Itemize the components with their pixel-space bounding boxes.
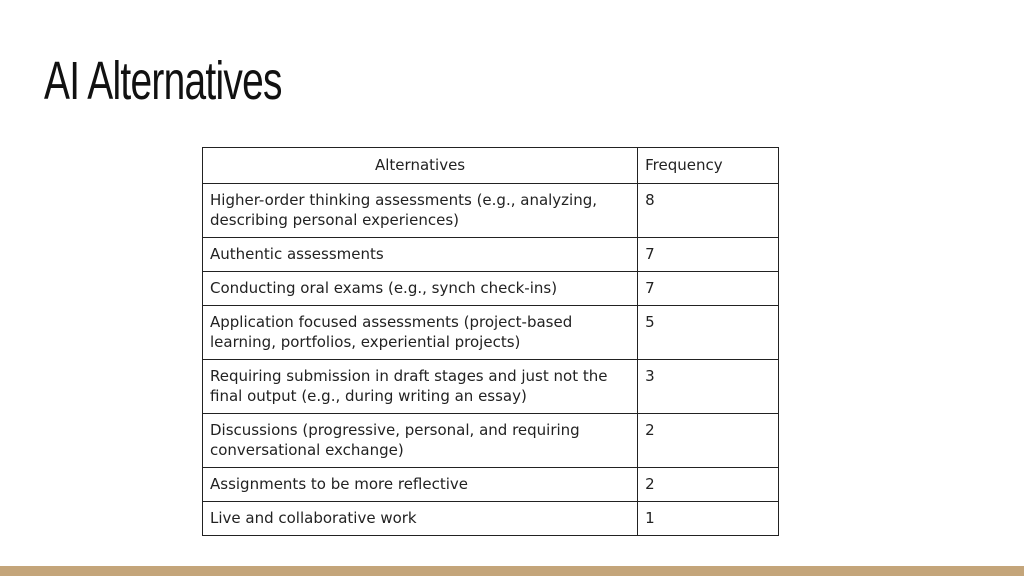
table-row (203, 468, 779, 502)
frequency-cell: 5 (638, 306, 779, 360)
alternative-cell: Conducting oral exams (e.g., synch check-ins) (203, 272, 638, 306)
slide-title: AI Alternatives (44, 51, 282, 111)
table-row (203, 306, 779, 360)
alternative-cell: Discussions (progressive, personal, and requiring conversational exchange) (203, 414, 638, 468)
table-row (203, 272, 779, 306)
table-row (203, 360, 779, 414)
alternative-cell: Requiring submission in draft stages and just not the final output (e.g., during writing an essay) (203, 360, 638, 414)
frequency-cell: 2 (638, 468, 779, 502)
alternative-cell: Application focused assessments (project-based learning, portfolios, experiential projects) (203, 306, 638, 360)
frequency-cell: 8 (638, 184, 779, 238)
table-row (203, 414, 779, 468)
header-frequency: Frequency (638, 148, 779, 184)
alternative-cell: Assignments to be more reflective (203, 468, 638, 502)
header-alternatives: Alternatives (203, 148, 638, 184)
table-row (203, 238, 779, 272)
frequency-cell: 3 (638, 360, 779, 414)
frequency-cell: 1 (638, 502, 779, 536)
table-header-row (203, 148, 779, 184)
alternative-cell: Higher-order thinking assessments (e.g., analyzing, describing personal experiences) (203, 184, 638, 238)
alternatives-table (202, 147, 779, 536)
table-row (203, 184, 779, 238)
alternative-cell: Live and collaborative work (203, 502, 638, 536)
alternative-cell: Authentic assessments (203, 238, 638, 272)
frequency-cell: 2 (638, 414, 779, 468)
table-row (203, 502, 779, 536)
bottom-accent-bar (0, 566, 1024, 576)
frequency-cell: 7 (638, 238, 779, 272)
frequency-cell: 7 (638, 272, 779, 306)
